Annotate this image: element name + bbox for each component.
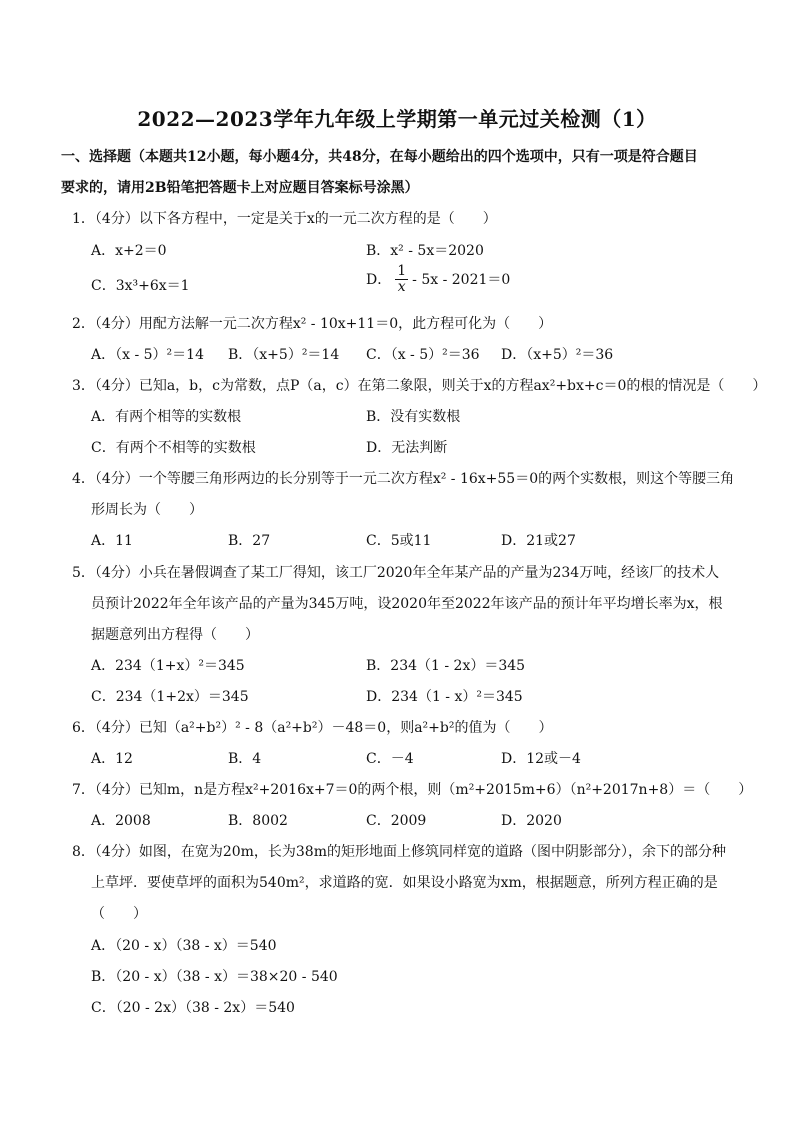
question-4-option-b: B．27 [228, 533, 271, 549]
question-1-option-a: A．x+2＝0 [91, 243, 167, 259]
question-3-option-c: C．有两个不相等的实数根 [91, 440, 256, 456]
question-3-option-a: A．有两个相等的实数根 [91, 409, 242, 425]
question-6-option-d: D．12或－4 [501, 751, 581, 767]
question-2-option-c: C．（x - 5）²＝36 [366, 347, 480, 363]
question-2-stem: 2．（4分）用配方法解一元二次方程x² - 10x+11＝0，此方程可化为（ ） [72, 316, 553, 332]
question-2-option-a: A．（x - 5）²＝14 [91, 347, 204, 363]
question-5-stem-line-2: 员预计2022年全年该产品的产量为345万吨，设2020年至2022年该产品的预计年平均增长率为x，根 [91, 596, 723, 612]
fraction-one-over-x [395, 264, 408, 296]
question-5-stem-line-1: 5．（4分）小兵在暑假调查了某工厂得知，该工厂2020年全年某产品的产量为234万吨，经该厂的技术人 [72, 565, 720, 581]
question-8-option-b: B．（20 - x）（38 - x）＝38×20 - 540 [91, 969, 338, 985]
question-8-stem-line-1: 8．（4分）如图，在宽为20m，长为38m的矩形地面上修筑同样宽的道路（图中阴影部分），余下的部分种 [72, 844, 726, 860]
question-5-stem-line-3: 据题意列出方程得（ ） [91, 627, 259, 643]
question-8-option-a: A．（20 - x）（38 - x）＝540 [91, 938, 277, 954]
question-7-option-b: B．8002 [228, 813, 288, 829]
question-1-option-b: B．x² - 5x＝2020 [366, 243, 484, 259]
fraction-denominator: x [397, 279, 406, 296]
question-2-option-b: B．（x+5）²＝14 [228, 347, 340, 363]
option-d-prefix: D． [366, 271, 392, 288]
question-8-stem-line-3: （ ） [91, 906, 147, 922]
section-heading-line-2: 要求的，请用2B铅笔把答题卡上对应题目答案标号涂黑） [61, 180, 419, 196]
question-4-stem-line-2: 形周长为（ ） [91, 502, 203, 518]
question-3-option-d: D．无法判断 [366, 440, 448, 456]
question-4-option-a: A．11 [91, 533, 133, 549]
question-1-stem: 1．（4分）以下各方程中，一定是关于x的一元二次方程的是（ ） [72, 211, 497, 227]
question-5-option-b: B．234（1 - 2x）＝345 [366, 658, 526, 674]
page-title: 2022—2023学年九年级上学期第一单元过关检测（1） [137, 107, 657, 131]
question-7-option-a: A．2008 [91, 813, 151, 829]
question-7-stem: 7．（4分）已知m，n是方程x²+2016x+7＝0的两个根，则（m²+2015m+6）（n²+2017n+8）＝（ ） [72, 782, 753, 798]
question-7-option-c: C．2009 [366, 813, 427, 829]
question-5-option-c: C．234（1+2x）＝345 [91, 689, 249, 705]
question-4-stem-line-1: 4．（4分）一个等腰三角形两边的长分别等于一元二次方程x² - 16x+55＝0的两个实数根，则这个等腰三角 [72, 471, 735, 487]
fraction-numerator: 1 [397, 263, 407, 279]
question-4-option-c: C．5或11 [366, 533, 432, 549]
option-d-rest: - 5x - 2021＝0 [412, 271, 511, 288]
question-1-option-c: C．3x³+6x＝1 [91, 278, 190, 294]
question-4-option-d: D．21或27 [501, 533, 576, 549]
question-6-option-a: A．12 [91, 751, 133, 767]
question-5-option-d: D．234（1 - x）²＝345 [366, 689, 523, 705]
question-3-stem: 3．（4分）已知a，b，c为常数，点P（a，c）在第二象限，则关于x的方程ax²+bx+c＝0的根的情况是（ ） [72, 378, 767, 394]
question-6-option-b: B．4 [228, 751, 262, 767]
question-5-option-a: A．234（1+x）²＝345 [91, 658, 245, 674]
question-8-option-c: C．（20 - 2x）（38 - 2x）＝540 [91, 1000, 295, 1016]
question-1-option-d [366, 264, 510, 296]
question-3-option-b: B．没有实数根 [366, 409, 461, 425]
question-6-option-c: C．－4 [366, 751, 414, 767]
question-2-option-d: D．（x+5）²＝36 [501, 347, 614, 363]
question-8-stem-line-2: 上草坪．要使草坪的面积为540m²，求道路的宽．如果设小路宽为xm，根据题意，所列方程正确的是 [91, 875, 718, 891]
section-heading-line-1: 一、选择题（本题共12小题，每小题4分，共48分，在每小题给出的四个选项中，只有一项是符合题目 [61, 149, 698, 165]
question-6-stem: 6．（4分）已知（a²+b²）² - 8（a²+b²）－48＝0，则a²+b²的值为（ ） [72, 720, 553, 736]
question-7-option-d: D．2020 [501, 813, 562, 829]
